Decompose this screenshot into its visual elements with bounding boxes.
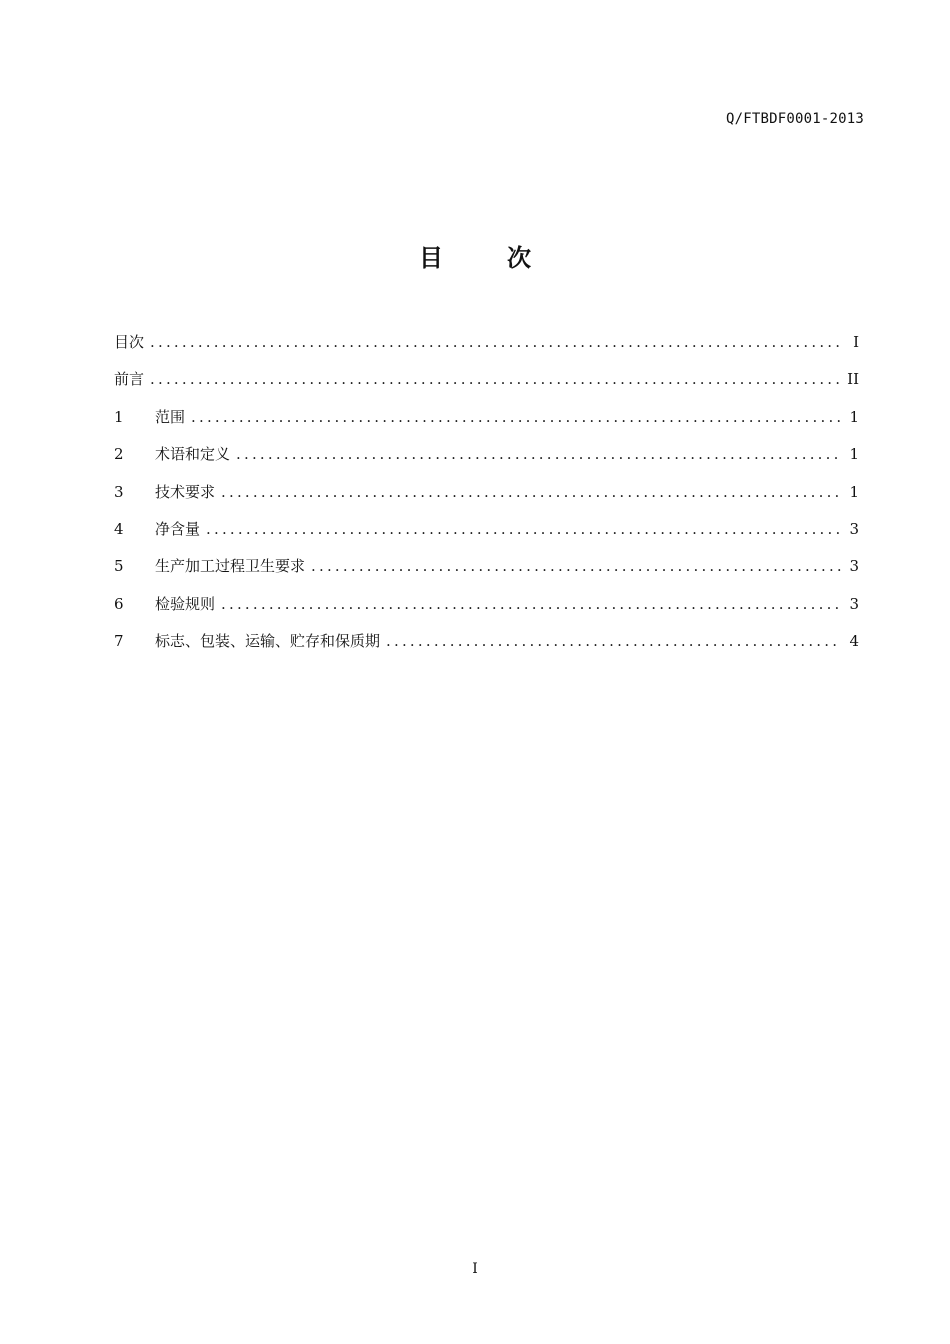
- toc-leader-dots: [150, 333, 841, 351]
- toc-entry-label: 净含量: [155, 519, 201, 538]
- toc-entry-foreword[interactable]: [114, 368, 859, 405]
- toc-entry-label: 范围: [155, 407, 186, 426]
- toc-entry-label: 技术要求: [155, 482, 216, 501]
- toc-entry-contents[interactable]: [114, 331, 859, 368]
- toc-entry-number: 5: [114, 557, 124, 576]
- toc-entry-net-content[interactable]: [114, 518, 859, 555]
- toc-leader-dots: [221, 595, 841, 613]
- toc-entry-page: II: [847, 370, 859, 389]
- toc-entry-number: 1: [114, 407, 124, 426]
- toc-leader-dots: [221, 483, 841, 501]
- toc-title-char-1: 目: [419, 244, 443, 272]
- toc-entry-page: I: [853, 333, 859, 351]
- toc-entry-page: 3: [849, 557, 859, 576]
- toc-entry-technical-requirements[interactable]: [114, 481, 859, 518]
- document-code: Q/FTBDF0001-2013: [725, 111, 864, 127]
- toc-entry-label: 检验规则: [155, 594, 216, 613]
- toc-entry-page: 3: [849, 594, 859, 613]
- toc-entry-page: 1: [849, 482, 859, 501]
- toc-leader-dots: [150, 370, 841, 388]
- toc-entry-number: 7: [114, 632, 124, 651]
- toc-entry-label: 目次: [114, 333, 145, 351]
- toc-entry-terms-definitions[interactable]: [114, 443, 859, 480]
- toc-entry-label: 生产加工过程卫生要求: [155, 557, 306, 576]
- table-of-contents: [114, 331, 859, 668]
- toc-leader-dots: [236, 445, 841, 463]
- toc-entry-hygiene-requirements[interactable]: [114, 555, 859, 592]
- toc-leader-dots: [191, 408, 841, 426]
- toc-title-char-2: 次: [507, 244, 531, 272]
- toc-entry-page: 3: [849, 519, 859, 538]
- toc-entry-marking-packaging[interactable]: [114, 630, 859, 667]
- toc-entry-page: 1: [849, 445, 859, 464]
- toc-title: [0, 238, 950, 273]
- toc-leader-dots: [311, 557, 841, 575]
- toc-entry-label: 术语和定义: [155, 445, 231, 464]
- toc-entry-number: 3: [114, 482, 124, 501]
- toc-entry-page: 1: [849, 407, 859, 426]
- toc-entry-number: 2: [114, 445, 124, 464]
- toc-entry-number: 6: [114, 594, 124, 613]
- toc-entry-scope[interactable]: [114, 406, 859, 443]
- toc-entry-label: 标志、包装、运输、贮存和保质期: [155, 632, 381, 651]
- toc-entry-label: 前言: [114, 370, 145, 389]
- toc-leader-dots: [206, 520, 841, 538]
- toc-entry-inspection-rules[interactable]: [114, 593, 859, 630]
- toc-entry-page: 4: [849, 632, 859, 651]
- toc-leader-dots: [386, 632, 841, 650]
- toc-entry-number: 4: [114, 519, 124, 538]
- page-number-footer: I: [472, 1261, 478, 1277]
